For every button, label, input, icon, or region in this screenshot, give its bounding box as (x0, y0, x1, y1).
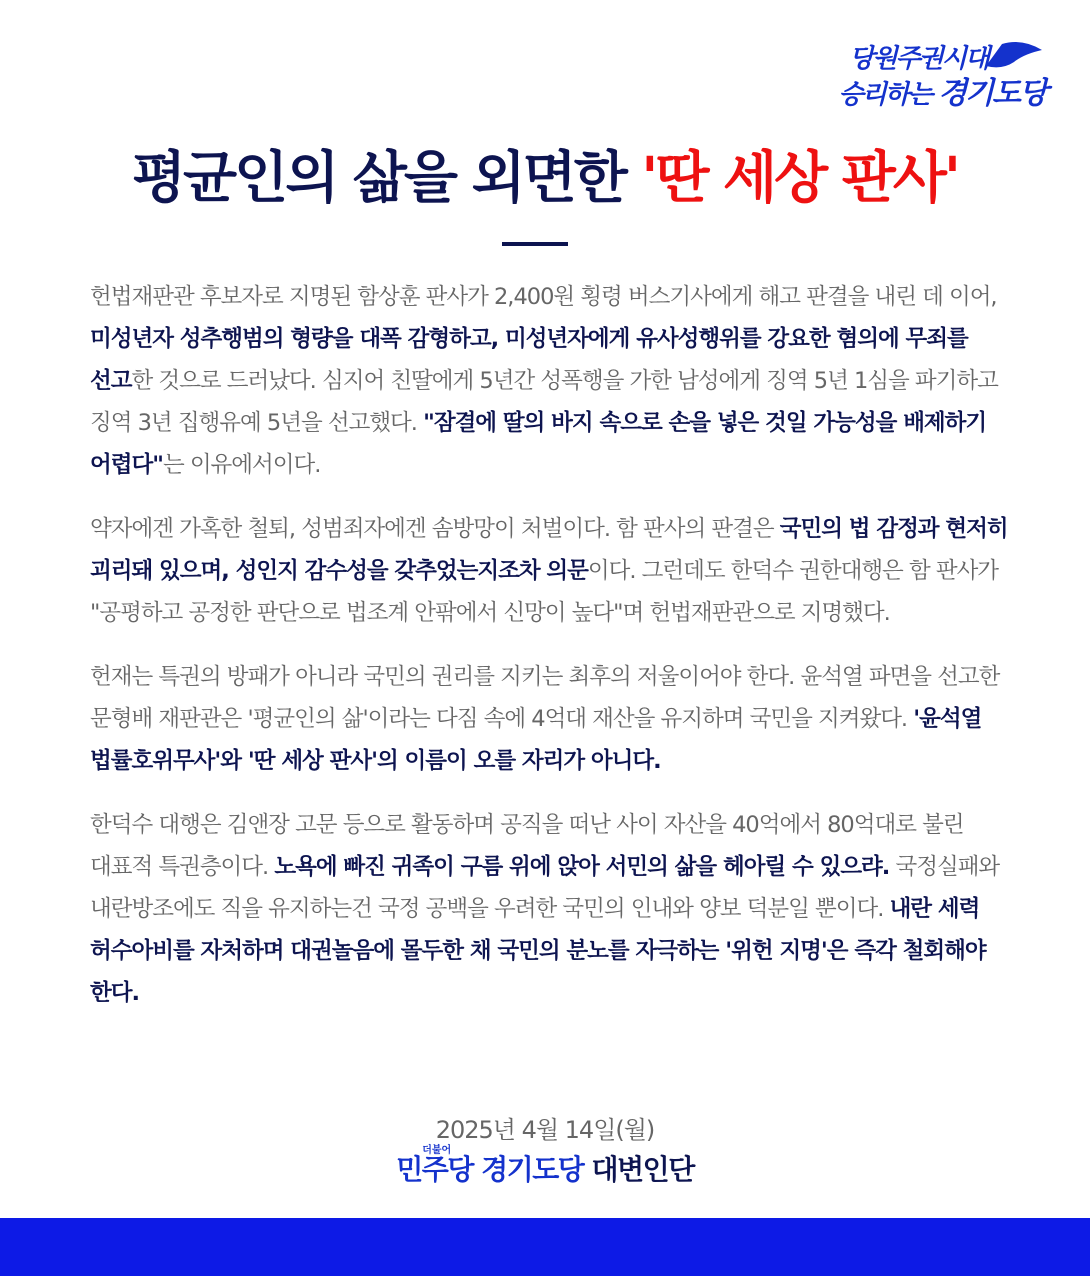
body-text: 헌법재판관 후보자로 지명된 함상훈 판사가 2,400원 횡령 버스기사에게 해고 판결을 내린 데 이어, (90, 284, 997, 310)
logo (836, 38, 1046, 111)
page-title (0, 134, 1090, 214)
title-highlight: '딴 세상 판사' (641, 146, 959, 211)
emphasis-text: "잠결에 딸의 바지 속으로 손을 넣은 것일 가능성을 배제하기 어렵다" (90, 410, 987, 478)
logo-line2-a: 승리하는 (838, 80, 939, 110)
logo-line1: 당원주권시대 (849, 44, 988, 74)
emphasis-text: '윤석열 법률호위무사'와 '딴 세상 판사'의 이름이 오를 자리가 아니다. (90, 706, 982, 774)
paragraph (90, 508, 1010, 634)
statement-date: 2025년 4월 14일(월) (435, 1116, 655, 1144)
office-label: 대변인단 (583, 1153, 694, 1186)
party-small-label: 더불어 (422, 1145, 452, 1156)
body-text: 헌재는 특권의 방패가 아니라 국민의 권리를 지키는 최후의 저울이어야 한다. 윤석열 파면을 선고한 문형배 재판관은 '평균인의 삶'이라는 다짐 속에 4억대 재산을 유지하며 국민을 지켜왔다. (90, 664, 1000, 732)
emphasis-text: 노욕에 빠진 귀족이 구름 위에 앉아 서민의 삶을 헤아릴 수 있으랴. (274, 854, 890, 880)
party-label: 민주당 경기도당 (396, 1153, 584, 1186)
paragraph (90, 276, 1010, 486)
paragraph (90, 656, 1010, 782)
bottom-bar (0, 1218, 1090, 1276)
emphasis-text: 미성년자 성추행범의 형량을 대폭 감형하고, 미성년자에게 유사성행위를 강요한 혐의에 무죄를 선고 (90, 326, 968, 394)
paragraph (90, 804, 1010, 1014)
body-text: 이다. 그런데도 한덕수 권한대행은 함 판사가 "공평하고 공정한 판단으로 법조계 안팎에서 신망이 높다"며 헌법재판관으로 지명했다. (90, 558, 999, 626)
title-main: 평균인의 삶을 외면한 (131, 146, 642, 211)
statement-body (90, 276, 1010, 1036)
logo-line2-b: 경기도당 (938, 76, 1046, 111)
footer-org (0, 1145, 1090, 1188)
party-name (396, 1145, 584, 1186)
flag-icon (984, 40, 1044, 70)
emphasis-text: 내란 세력 허수아비를 자처하며 대권놀음에 몰두한 채 국민의 분노를 자극하는 '위헌 지명'은 즉각 철회해야 한다. (90, 896, 986, 1006)
logo-line2 (839, 68, 1046, 112)
body-text: 한 것으로 드러났다. 심지어 친딸에게 5년간 성폭행을 가한 남성에게 징역 5년 1심을 파기하고 징역 3년 집행유예 5년을 선고했다. (90, 368, 998, 436)
body-text: 국정실패와 내란방조에도 직을 유지하는건 국정 공백을 우려한 국민의 인내와 양보 덕분일 뿐이다. (90, 854, 1000, 922)
emphasis-text: 국민의 법 감정과 현저히 괴리돼 있으며, 성인지 감수성을 갖추었는지조차 의문 (90, 516, 1008, 584)
body-text: 는 이유에서이다. (162, 452, 321, 478)
body-text: 한덕수 대행은 김앤장 고문 등으로 활동하며 공직을 떠난 사이 자산을 40억에서 80억대로 불린 대표적 특권층이다. (90, 812, 964, 880)
body-text: 약자에겐 가혹한 철퇴, 성범죄자에겐 솜방망이 처벌이다. 함 판사의 판결은 (90, 516, 780, 542)
divider (502, 242, 568, 246)
